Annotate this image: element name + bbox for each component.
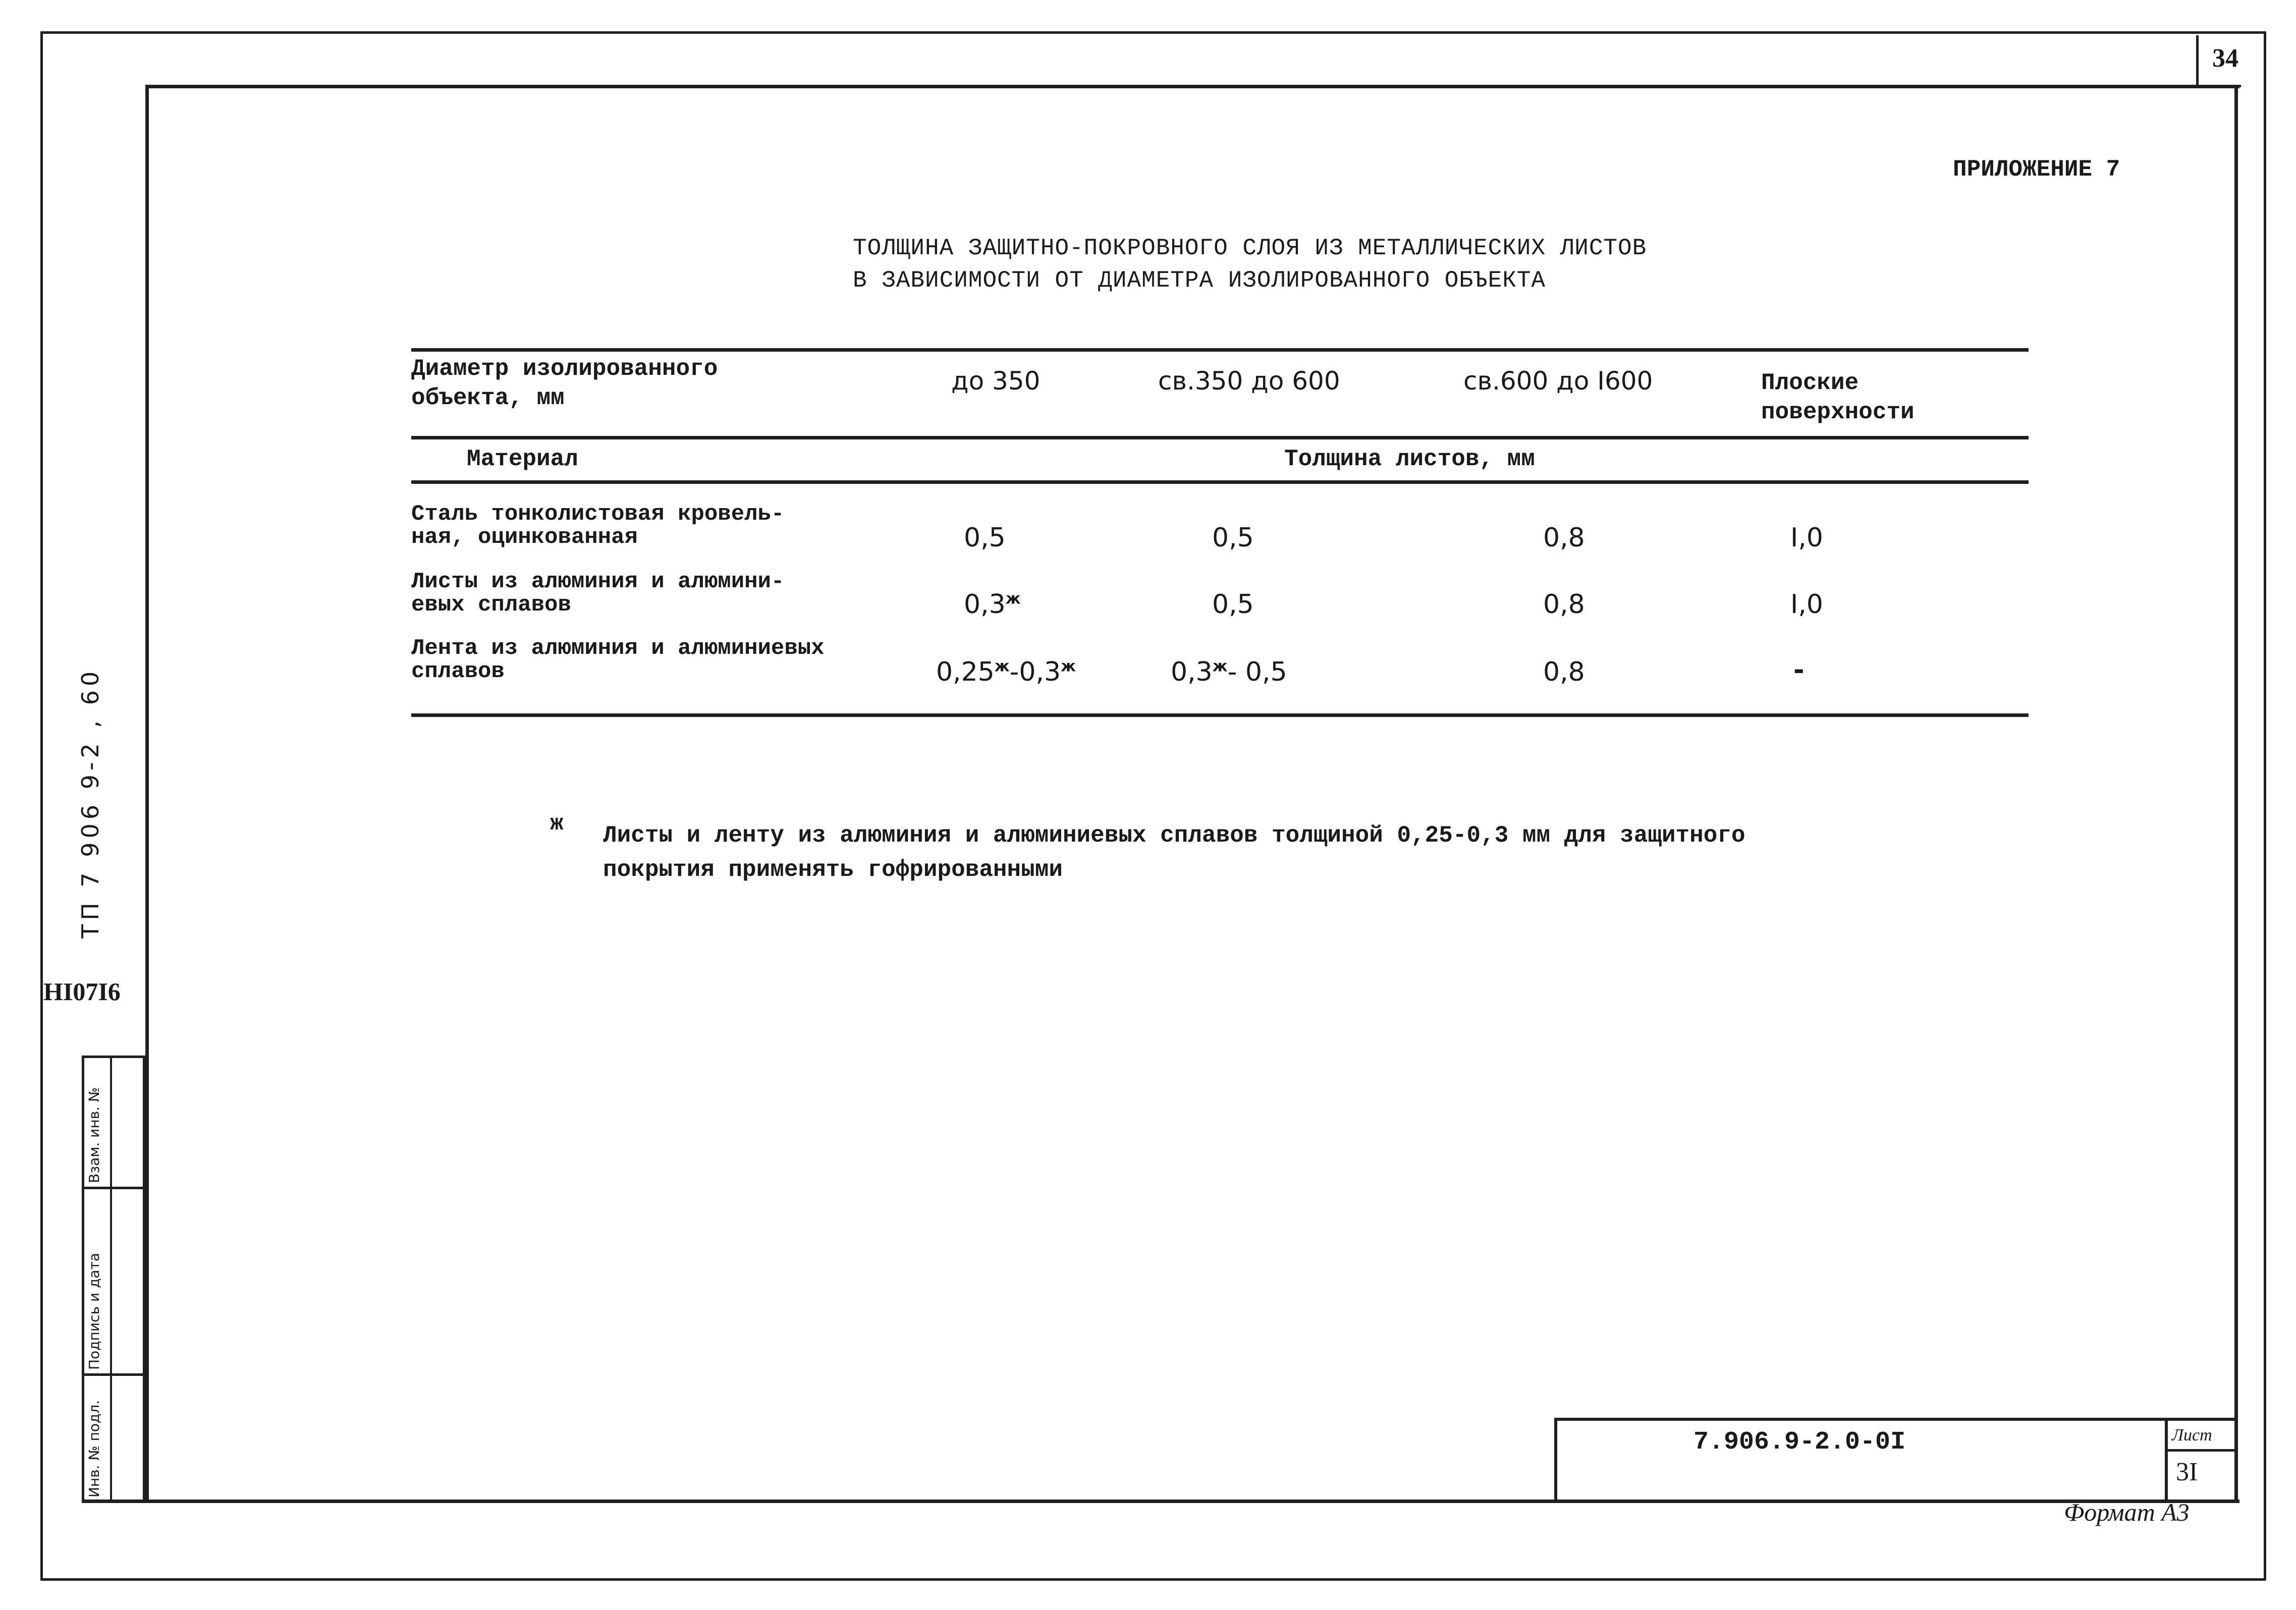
footnote-line-1: Листы и ленту из алюминия и алюминиевых сплавов толщиной 0,25-0,3 мм для защитного [603, 822, 1745, 849]
title-line-1: ТОЛЩИНА ЗАЩИТНО-ПОКРОВНОГО СЛОЯ ИЗ МЕТАЛЛИЧЕСКИХ ЛИСТОВ [853, 235, 1647, 261]
stamp-left [1554, 1418, 1557, 1501]
page-number: 34 [2212, 44, 2238, 73]
header-col3: св.600 до I600 [1463, 366, 1653, 396]
row-3-col1-from: 0,25 [936, 657, 995, 687]
footnote-line-2: покрытия применять гофрированными [603, 857, 1063, 883]
header-col1: до 350 [951, 366, 1041, 396]
side-inv-number: HI07I6 [43, 977, 121, 1006]
footnote-mark: ж [1061, 657, 1076, 676]
footnote-mark: ж [1212, 657, 1228, 676]
row-2-label: Листы из алюминия и алюмини- евых сплавов [411, 569, 785, 618]
stamp-sheet-label: Лист [2172, 1426, 2212, 1445]
side-box-label-2: Подпись и дата [86, 1253, 102, 1370]
row-3-col1 [936, 657, 1076, 687]
row-1-col3: 0,8 [1543, 523, 1585, 553]
row-3-label: Лента из алюминия и алюминиевых сплавов [411, 636, 825, 684]
header-diameter: Диаметр изолированного объекта, мм [411, 356, 718, 411]
outer-frame-bottom [40, 1578, 2266, 1581]
stamp-top [1554, 1418, 2238, 1421]
header-col2: св.350 до 600 [1158, 366, 1340, 396]
row-1-label: Сталь тонколистовая кровель- ная, оцинкованная [411, 502, 785, 550]
footnote-mark-symbol: ж [550, 811, 564, 837]
table-rule-header [411, 436, 2029, 439]
stamp-sheet-label-rule [2165, 1449, 2238, 1452]
row-2-col1-value: 0,3 [964, 589, 1006, 620]
outer-frame-left [40, 31, 43, 1580]
row-2-col4: I,0 [1790, 589, 1823, 620]
outer-frame-top [40, 31, 2266, 34]
side-doc-code: ТП 7 906 9-2 , 60 [77, 667, 104, 938]
row-2-col3: 0,8 [1543, 589, 1585, 620]
format-label: Формат А3 [2064, 1498, 2190, 1526]
row-1-col1: 0,5 [964, 523, 1006, 553]
side-boxes-divider-2 [82, 1373, 145, 1376]
inner-frame-right [2234, 85, 2238, 1503]
outer-frame-right [2264, 31, 2266, 1580]
stamp-sheet-number: 3I [2176, 1458, 2198, 1486]
row-3-col2 [1171, 657, 1287, 687]
header-col4: Плоские поверхности [1761, 370, 1915, 425]
row-3-col2-from: 0,3 [1171, 657, 1213, 687]
header-thickness: Толщина листов, мм [1284, 446, 1535, 472]
row-3-col1-to: -0,3 [1009, 657, 1061, 687]
table-rule-top [411, 348, 2029, 352]
header-material: Материал [467, 446, 578, 472]
side-boxes-divider-vertical [110, 1056, 112, 1503]
row-3-col3: 0,8 [1543, 657, 1585, 687]
row-2-col1 [964, 589, 1021, 620]
inner-frame-top [145, 85, 2239, 88]
row-1-col4: I,0 [1790, 523, 1823, 553]
side-boxes-divider-1 [82, 1187, 145, 1189]
row-2-col2: 0,5 [1212, 589, 1254, 620]
table-rule-bottom [411, 713, 2029, 717]
row-1-col2: 0,5 [1212, 523, 1254, 553]
footnote-mark: ж [1005, 590, 1021, 608]
row-3-col2-to: - 0,5 [1227, 657, 1287, 687]
table-rule-subheader [411, 480, 2029, 484]
appendix-label: ПРИЛОЖЕНИЕ 7 [1953, 156, 2120, 183]
footnote-mark: ж [994, 657, 1010, 676]
inner-frame-left [145, 85, 149, 1503]
inner-frame-bottom [82, 1500, 2239, 1503]
side-box-label-3: Инв. № подл. [86, 1400, 102, 1497]
stamp-sheet-divider [2165, 1418, 2168, 1501]
stamp-designation: 7.906.9-2.0-0I [1693, 1428, 1906, 1457]
side-box-label-1: Взам. инв. № [86, 1087, 102, 1183]
title-line-2: В ЗАВИСИМОСТИ ОТ ДИАМЕТРА ИЗОЛИРОВАННОГО ОБЪЕКТА [853, 267, 1546, 294]
row-3-col4: - [1793, 655, 1805, 685]
